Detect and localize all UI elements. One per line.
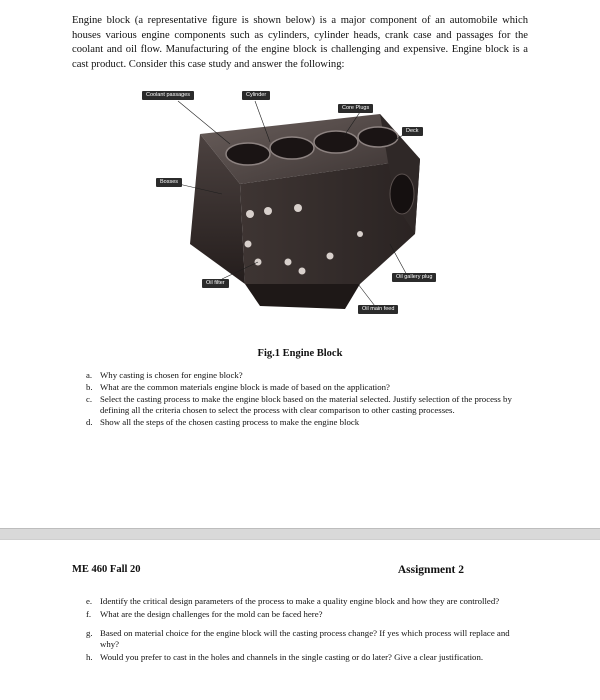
question-list-page-1 [86, 370, 526, 429]
figure-caption: Fig.1 Engine Block [257, 348, 343, 359]
document-page-2 [0, 540, 600, 700]
callout-deck: Deck [402, 127, 423, 136]
engine-block-illustration [130, 84, 480, 324]
question-e: e. Identify the critical design parameters of the process to make a quality engine block and how they are controlled? [86, 596, 500, 606]
callout-cylinder: Cylinder [242, 91, 270, 100]
callout-coolant-passages: Coolant passages [142, 91, 194, 100]
page-separator [0, 528, 600, 540]
callout-bosses: Bosses [156, 178, 182, 187]
question-list-page-2 [86, 596, 526, 665]
callout-oil-filter: Oil filter [202, 279, 229, 288]
question-h: h. Would you prefer to cast in the holes and channels in the single casting or do later? Give a clear justification. [86, 652, 484, 662]
page-2-header [72, 564, 464, 576]
question-d: d. Show all the steps of the chosen casting process to make the engine block [86, 417, 360, 427]
engine-block-figure [130, 84, 480, 324]
question-g: g. Based on material choice for the engine block will the casting process change? If yes which process will replace and why? [86, 628, 510, 649]
intro-paragraph: Engine block (a representative figure is shown below) is a major component of an automobile which houses various engine components such as cylinders, cylinder heads, crank case and passages for the coolant and oil flow. Manufacturing of the engine block is challenging and expensive. Engine block is a cast product. Consider this case study and answer the following: [72, 15, 528, 70]
question-a: a. Why casting is chosen for engine block? [86, 370, 243, 380]
question-f: f. What are the design challenges for the mold can be faced here? [86, 609, 323, 619]
callout-core-plugs: Core Plugs [338, 104, 373, 113]
course-label: ME 460 Fall 20 [72, 564, 141, 575]
callout-oil-gallery-plug: Oil gallery plug [392, 273, 436, 282]
assignment-title: Assignment 2 [397, 564, 464, 576]
question-c: c. Select the casting process to make the engine block based on the material selected. Justify selection of the process by defining all the criteria chosen to select the process with clear comparison to other casting processes. [86, 394, 512, 415]
question-b: b. What are the common materials engine block is made of based on the application? [86, 382, 390, 392]
callout-oil-main-feed: Oil main feed [358, 305, 398, 314]
